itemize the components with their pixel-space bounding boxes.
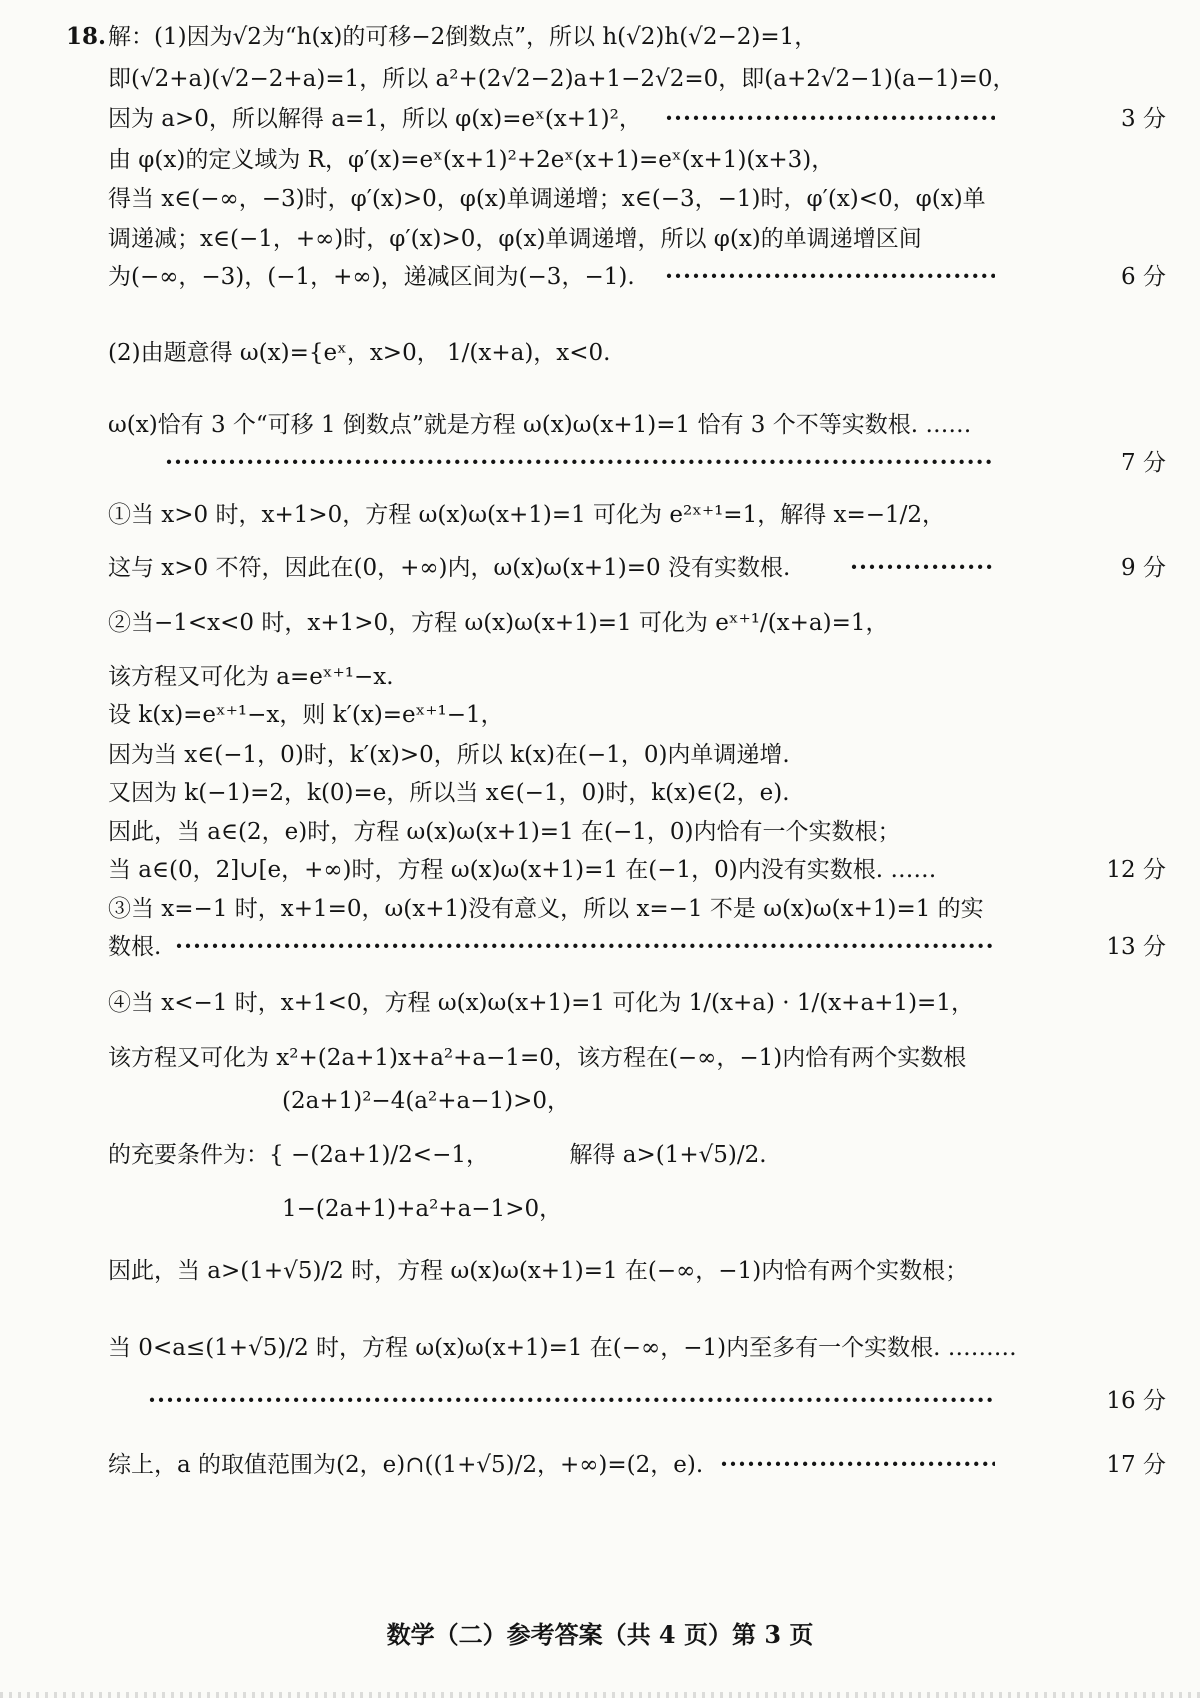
line-text: 因此，当 a∈(2，e)时，方程 ω(x)ω(x+1)=1 在(−1，0)内恰有一个实数根； xyxy=(108,819,901,845)
line-text: 又因为 k(−1)=2，k(0)=e，所以当 x∈(−1，0)时，k(x)∈(2，e). xyxy=(108,780,790,806)
leader-dots xyxy=(665,104,995,134)
line-text: 的充要条件为：{ −(2a+1)/2<−1， 解得 a>(1+√5)/2. xyxy=(108,1142,767,1168)
leader-dots xyxy=(665,262,995,292)
score-points: 16 分 xyxy=(1106,1388,1166,1414)
line-text: 该方程又可化为 a=eˣ⁺¹−x. xyxy=(108,664,394,690)
scan-edge-artifact xyxy=(0,1692,1200,1698)
score-points: 3 分 xyxy=(1121,106,1166,132)
line-text: (2a+1)²−4(a²+a−1)>0， xyxy=(282,1088,570,1114)
line-text: 调递减；x∈(−1，+∞)时，φ′(x)>0，φ(x)单调递增，所以 φ(x)的单调递增区间 xyxy=(108,226,922,252)
line-text: 得当 x∈(−∞，−3)时，φ′(x)>0，φ(x)单调递增；x∈(−3，−1)时，φ′(x)<0，φ(x)单 xyxy=(108,186,986,212)
leader-dots xyxy=(850,553,995,583)
line-text: (2)由题意得 ω(x)={eˣ，x>0， 1/(x+a)，x<0. xyxy=(108,340,611,366)
line-text: 该方程又可化为 x²+(2a+1)x+a²+a−1=0，该方程在(−∞，−1)内恰有两个实数根 xyxy=(108,1045,967,1071)
line-text: 当 0<a≤(1+√5)/2 时，方程 ω(x)ω(x+1)=1 在(−∞，−1)内至多有一个实数根. ……… xyxy=(108,1335,1017,1361)
line-text: 由 φ(x)的定义域为 R，φ′(x)=eˣ(x+1)²+2eˣ(x+1)=eˣ(x+1)(x+3)， xyxy=(108,147,835,173)
line-text: 当 a∈(0，2]∪[e，+∞)时，方程 ω(x)ω(x+1)=1 在(−1，0)内没有实数根. …… xyxy=(108,857,937,883)
leader-dots xyxy=(165,448,995,478)
line-text: 1−(2a+1)+a²+a−1>0， xyxy=(282,1196,563,1222)
line-text: ③当 x=−1 时，x+1=0，ω(x+1)没有意义，所以 x=−1 不是 ω(x)ω(x+1)=1 的实 xyxy=(108,896,984,922)
score-points: 7 分 xyxy=(1121,450,1166,476)
line-text: ①当 x>0 时，x+1>0，方程 ω(x)ω(x+1)=1 可化为 e²ˣ⁺¹=1，解得 x=−1/2， xyxy=(108,502,946,528)
score-points: 13 分 xyxy=(1106,934,1166,960)
line-text: ω(x)恰有 3 个“可移 1 倒数点”就是方程 ω(x)ω(x+1)=1 恰有 3 个不等实数根. …… xyxy=(108,412,972,438)
line-text: 解：(1)因为√2为“h(x)的可移−2倒数点”，所以 h(√2)h(√2−2)=1， xyxy=(108,24,818,50)
score-points: 9 分 xyxy=(1121,555,1166,581)
line-text: 即(√2+a)(√2−2+a)=1，所以 a²+(2√2−2)a+1−2√2=0，即(a+2√2−1)(a−1)=0， xyxy=(108,66,1016,92)
score-points: 17 分 xyxy=(1106,1452,1166,1478)
score-points: 12 分 xyxy=(1106,857,1166,883)
page-footer: 数学（二）参考答案（共 4 页）第 3 页 xyxy=(386,1620,814,1649)
leader-dots xyxy=(175,932,995,962)
score-points: 6 分 xyxy=(1121,264,1166,290)
line-text: 因此，当 a>(1+√5)/2 时，方程 ω(x)ω(x+1)=1 在(−∞，−1)内恰有两个实数根； xyxy=(108,1258,969,1284)
line-text: 因为 a>0，所以解得 a=1，所以 φ(x)=eˣ(x+1)²， xyxy=(108,106,642,132)
line-text: 数根. xyxy=(108,934,162,960)
leader-dots xyxy=(148,1386,995,1416)
line-text: 综上，a 的取值范围为(2，e)∩((1+√5)/2，+∞)=(2，e). xyxy=(108,1452,704,1478)
leader-dots xyxy=(720,1450,995,1480)
line-text: 这与 x>0 不符，因此在(0，+∞)内，ω(x)ω(x+1)=0 没有实数根. xyxy=(108,555,791,581)
line-text: 设 k(x)=eˣ⁺¹−x，则 k′(x)=eˣ⁺¹−1， xyxy=(108,702,504,728)
line-text: 为(−∞，−3)，(−1，+∞)，递减区间为(−3，−1). xyxy=(108,264,635,290)
line-text: ②当−1<x<0 时，x+1>0，方程 ω(x)ω(x+1)=1 可化为 eˣ⁺¹/(x+a)=1， xyxy=(108,610,889,636)
line-text: 因为当 x∈(−1，0)时，k′(x)>0，所以 k(x)在(−1，0)内单调递增. xyxy=(108,742,790,768)
line-text: ④当 x<−1 时，x+1<0，方程 ω(x)ω(x+1)=1 可化为 1/(x+a) · 1/(x+a+1)=1， xyxy=(108,990,974,1016)
problem-number: 18. xyxy=(66,23,107,50)
